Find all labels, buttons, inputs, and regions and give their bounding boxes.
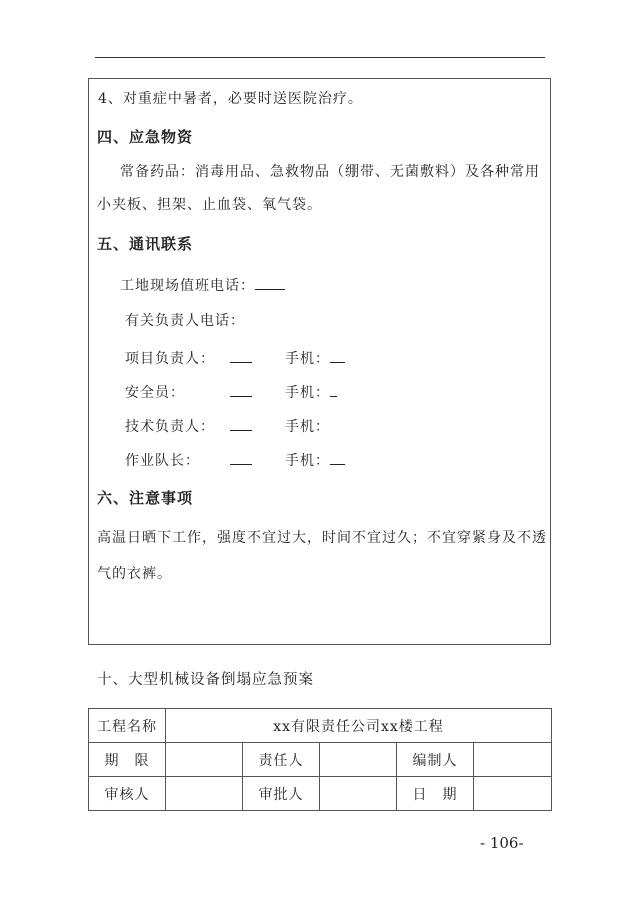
contact-role-blank [230,418,252,431]
date-value [474,777,552,811]
responsible-value [320,743,397,777]
section-5-heading: 五、通讯联系 [97,235,194,253]
approver-label: 审批人 [243,777,320,811]
contact-role: 项目负责人： [125,351,215,367]
contact-mobile-label: 手机： [285,453,330,469]
responsible-phone-label: 有关负责人电话： [125,313,245,329]
table-row [89,709,552,743]
responsible-label: 责任人 [243,743,320,777]
editor-value [474,743,552,777]
contact-mobile [285,416,330,436]
plan-info-table [88,708,552,811]
site-duty-phone-blank [255,277,285,290]
reviewer-label: 审核人 [89,777,166,811]
notes-line-2: 气的衣裤。 [97,566,172,582]
section-10-title: 十、大型机械设备倒塌应急预案 [97,672,314,688]
site-duty-phone-label: 工地现场值班电话： [120,278,255,294]
section-4-heading: 四、应急物资 [97,128,194,146]
contact-mobile-label: 手机： [285,419,330,435]
period-label: 期 限 [89,743,166,777]
contact-role: 作业队长： [125,453,200,469]
editor-label: 编制人 [397,743,474,777]
contact-role: 技术负责人： [125,419,215,435]
table-row [89,777,552,811]
period-value [166,743,243,777]
header-rule [95,57,545,58]
contact-role: 安全员： [125,385,185,401]
contact-role-blank [230,350,252,363]
site-duty-phone-row [120,275,285,295]
contact-mobile-blank [330,452,345,465]
supplies-line-2: 小夹板、担架、止血袋、氧气袋。 [97,197,322,213]
item-4-text: 4、对重症中暑者，必要时送医院治疗。 [98,91,363,107]
reviewer-value [166,777,243,811]
project-name-label: 工程名称 [89,709,166,743]
contact-mobile-label: 手机： [285,351,330,367]
contact-mobile-label: 手机： [285,385,330,401]
contact-mobile-blank [330,350,345,363]
page-number: - 106- [480,834,524,852]
project-name-value: xx有限责任公司xx楼工程 [166,709,552,743]
section-6-heading: 六、注意事项 [97,489,194,507]
date-label: 日 期 [397,777,474,811]
approver-value [320,777,397,811]
contact-mobile-blank [330,384,337,397]
contact-mobile [285,382,337,402]
supplies-line-1: 常备药品：消毒用品、急救物品（绷带、无菌敷料）及各种常用 [120,164,540,180]
contact-mobile [285,450,345,470]
contact-role-blank [230,452,252,465]
contact-mobile [285,348,345,368]
notes-line-1: 高温日晒下工作，强度不宜过大，时间不宜过久；不宜穿紧身及不透 [97,530,547,546]
contact-role-blank [230,384,252,397]
table-row [89,743,552,777]
